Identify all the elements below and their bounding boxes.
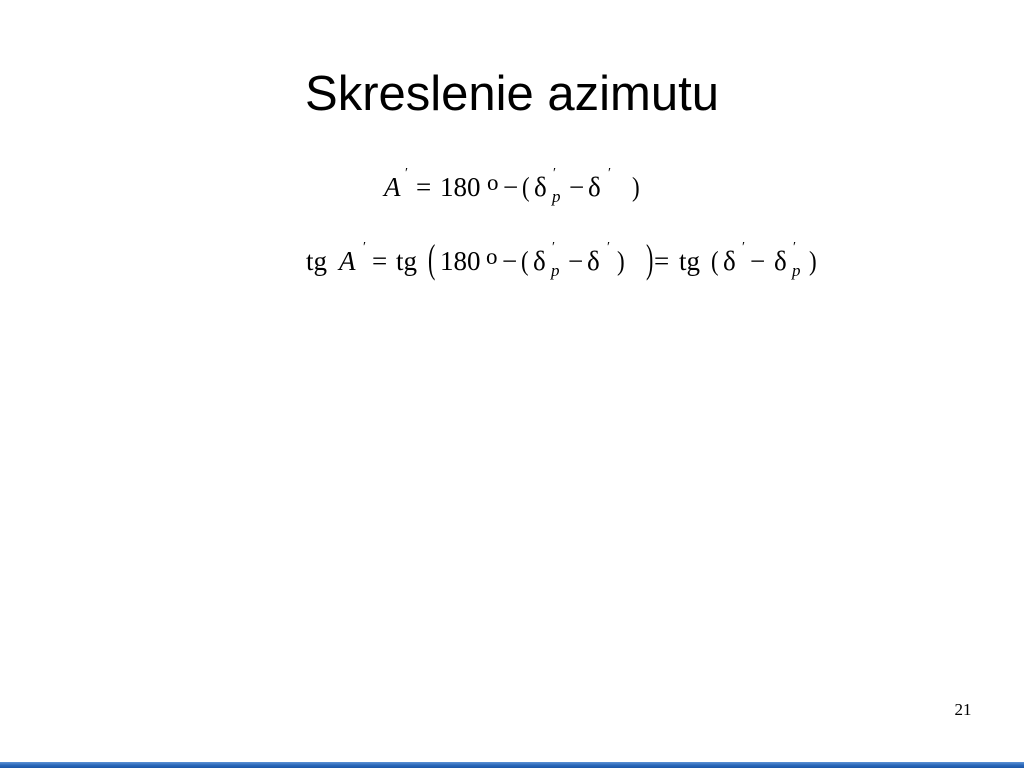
- minus-sign: −: [750, 246, 766, 276]
- minus-sign: −: [503, 172, 519, 202]
- prime-mark: ′: [742, 240, 746, 255]
- left-paren: (: [522, 172, 530, 202]
- function-tg: tg: [679, 246, 701, 276]
- equals-sign: =: [416, 172, 432, 202]
- symbol-delta: δ: [533, 246, 546, 276]
- degree-sign: o: [486, 244, 498, 269]
- footer-accent-bar: [0, 762, 1024, 768]
- right-bracket: ): [646, 236, 654, 281]
- symbol-delta: δ: [723, 246, 736, 276]
- number-180: 180: [440, 172, 481, 202]
- symbol-delta: δ: [774, 246, 787, 276]
- equals-sign: =: [654, 246, 670, 276]
- prime-mark: ′: [553, 166, 557, 181]
- function-tg: tg: [396, 246, 418, 276]
- slide-title: Skreslenie azimutu: [305, 67, 719, 121]
- left-paren: (: [711, 246, 719, 276]
- slide-number: 21: [954, 700, 972, 719]
- subscript-p: p: [792, 261, 801, 280]
- number-180: 180: [440, 246, 481, 276]
- symbol-a: A: [384, 172, 401, 202]
- minus-sign: −: [568, 246, 584, 276]
- degree-sign: o: [487, 170, 499, 195]
- function-tg: tg: [306, 246, 328, 276]
- right-paren: ): [617, 246, 625, 276]
- subscript-p: p: [551, 261, 560, 280]
- prime-mark: ′: [607, 240, 611, 255]
- subscript-p: p: [552, 187, 561, 206]
- prime-mark: ′: [793, 240, 797, 255]
- prime-mark: ′: [405, 166, 409, 181]
- symbol-a: A: [339, 246, 356, 276]
- minus-sign: −: [502, 246, 518, 276]
- prime-mark: ′: [363, 240, 367, 255]
- right-paren: ): [632, 172, 640, 202]
- left-paren: (: [521, 246, 529, 276]
- symbol-delta: δ: [534, 172, 547, 202]
- left-bracket: (: [428, 236, 436, 281]
- equals-sign: =: [372, 246, 388, 276]
- symbol-delta: δ: [588, 172, 601, 202]
- symbol-delta: δ: [587, 246, 600, 276]
- right-paren: ): [809, 246, 817, 276]
- prime-mark: ′: [608, 166, 612, 181]
- minus-sign: −: [569, 172, 585, 202]
- prime-mark: ′: [552, 240, 556, 255]
